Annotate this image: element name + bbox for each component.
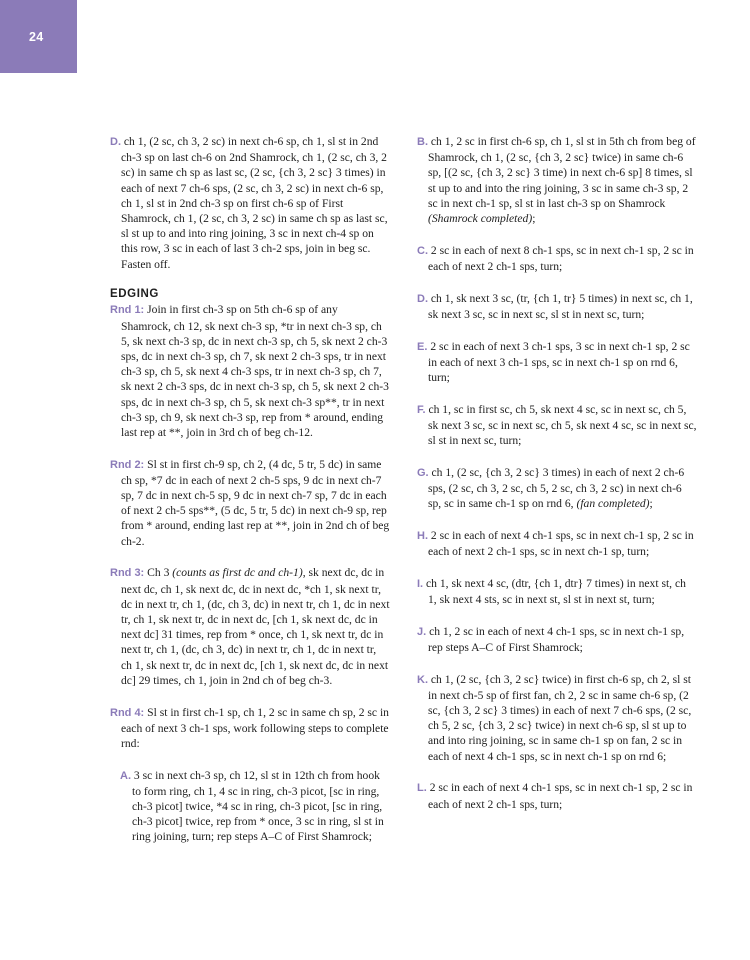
- step-label: K.: [417, 673, 428, 686]
- round-text: Sl st in first ch-1 sp, ch 1, 2 sc in same ch sp, 2 sc in each of next 3 ch-1 sps, work following steps to complete rnd:: [121, 705, 389, 750]
- step-label: I.: [417, 577, 424, 590]
- round-label: Rnd 3:: [110, 567, 145, 580]
- step-text: ch 1, sc in first sc, ch 5, sk next 4 sc, sc in next sc, ch 5, sk next 3 sc, sc in next sc, ch 5, sk next 4 sc, sc in next sc, sl st in next sc, turn;: [428, 402, 697, 448]
- step-text: ch 1, 2 sc in first ch-6 sp, ch 1, sl st in 5th ch from beg of Shamrock, ch 1, (2 sc, {ch 3, 2 sc} twice) in same ch-6 sp, [(2 sc, {ch 3, 2 sc} 3 time) in next ch-6 sp] 8 times, sl st up to and into the ring joining, 3 sc in same ch-3 sp, 2 sc in next ch-1 sp, sl st in last ch-3 sp on Shamrock: [428, 135, 696, 210]
- round-text: Sl st in first ch-9 sp, ch 2, (4 dc, 5 tr, 5 dc) in same ch sp, *7 dc in each of next 2 ch-5 sps, 9 dc in next ch-7 sp, 7 dc in next ch-5 sp, 9 dc in next ch-7 sp, 7 dc in each of next 2 ch-5 sps**, (5 dc, 5 tr, 5 dc) in next ch-9 sp, rep from * around, ending last rep at **, join in 2nd ch of beg ch-2.: [121, 457, 390, 548]
- page-number-tab: [0, 0, 77, 73]
- round-text: Ch 3: [147, 566, 173, 580]
- step-text: ch 1, sk next 4 sc, (dtr, {ch 1, dtr} 7 times) in next st, ch 1, sk next 4 sts, sc in next st, sl st in next st, turn;: [426, 576, 686, 606]
- right-column: [417, 134, 697, 828]
- step-i-paragraph: [417, 576, 697, 607]
- step-j-paragraph: [417, 624, 697, 655]
- round-label: Rnd 4:: [110, 706, 145, 719]
- step-label: F.: [417, 403, 426, 416]
- edging-heading: EDGING: [110, 288, 159, 301]
- step-label: C.: [417, 244, 428, 257]
- step-f-paragraph: [417, 402, 697, 449]
- round-text-cont: , sk next dc, dc in next dc, ch 1, sk next dc, dc in next dc, *ch 1, sk next tr, dc in next tr, ch 1, (dc, ch 3, dc) in next tr, ch 1, dc in next tr, ch 1, sk next tr, dc in next dc, [ch 1, sk next dc, dc in next dc] 31 times, rep from * once, ch 1, sk next tr, dc in next tr, ch 1, (dc, ch 3, dc) in next tr, ch 1, dc in next tr, ch 1, sk next tr, dc in next dc, [ch 1, sk next dc, dc in next dc] 29 times, ch 1, join in 2nd ch of beg ch-3.: [121, 566, 390, 687]
- step-text: 3 sc in next ch-3 sp, ch 12, sl st in 12th ch from hook to form ring, ch 1, 4 sc in ring, ch-3 picot, [sc in ring, ch-3 picot] twice, *4 sc in ring, ch-3 picot, [sc in ring, ch-3 picot] twice, rep from * once, 3 sc in ring, sl st in ring joining, turn; rep steps A–C of First Shamrock;: [132, 768, 384, 844]
- step-text: 2 sc in each of next 4 ch-1 sps, sc in next ch-1 sp, 2 sc in each of next 2 ch-1 sps, sc in next ch-1 sp, turn;: [428, 528, 694, 559]
- step-text: ch 1, 2 sc in each of next 4 ch-1 sps, sc in next ch-1 sp, rep steps A–C of First Shamrock;: [428, 624, 685, 654]
- step-label: G.: [417, 466, 429, 479]
- step-text: ch 1, sk next 3 sc, (tr, {ch 1, tr} 5 times) in next sc, ch 1, sk next 3 sc, sc in next sc, sl st in next sc, turn;: [428, 291, 693, 321]
- step-text: 2 sc in each of next 8 ch-1 sps, sc in next ch-1 sp, 2 sc in each of next 2 ch-1 sps, turn;: [428, 243, 694, 273]
- rnd-4-paragraph: [110, 705, 390, 752]
- step-text-cont: ;: [649, 497, 653, 511]
- step-k-paragraph: [417, 672, 697, 764]
- step-text: ch 1, (2 sc, {ch 3, 2 sc} twice) in first ch-6 sp, ch 2, sl st in next ch-5 sp of first fan, ch 2, 2 sc in same ch-6 sp, (2 sc, {ch 3, 2 sc} 3 times) in each of next 7 ch-6 sps, (2 sc, ch 5, 2 sc, {ch 3, 2 sc} twice) in next ch-6 sp, sl st up to and into ring joining, sc in same ch-1 sp on fan, 2 sc in each of next 4 ch-1 sps, sc in next ch-1 sp on rnd 6;: [428, 672, 692, 763]
- step-label: J.: [417, 625, 427, 638]
- step-label: D.: [417, 292, 428, 305]
- step-d-paragraph: [110, 134, 390, 272]
- rnd-3-paragraph: [110, 565, 390, 688]
- step-c-paragraph: [417, 243, 697, 274]
- step-text: ch 1, (2 sc, ch 3, 2 sc) in next ch-6 sp, ch 1, sl st in 2nd ch-3 sp on last ch-6 on 2nd Shamrock, ch 1, (2 sc, ch 3, 2 sc) in same ch sp as last sc, (2 sc, {ch 3, 2 sc} 3 times) in each of next 7 ch-6 sps, (2 sc, ch 3, 2 sc) in next ch-6 sp, ch 1, sl st in 2nd ch-3 sp on first ch-6 sp of First Shamrock, ch 1, (2 sc, ch 3, 2 sc) in same ch sp as last sc, sl st up to and into ring joining, 3 sc in next ch-4 sp on this row, 3 sc in each of last 3 ch-2 sps, join in beg sc. Fasten off.: [121, 135, 388, 271]
- step-label: L.: [417, 782, 427, 795]
- step-g-paragraph: [417, 465, 697, 512]
- rnd-2-paragraph: [110, 457, 390, 549]
- step-note: (Shamrock completed): [428, 212, 533, 226]
- step-h-paragraph: [417, 528, 697, 559]
- round-label: Rnd 2:: [110, 458, 145, 471]
- step-e-paragraph: [417, 339, 697, 386]
- step-label: B.: [417, 136, 428, 148]
- step-a-paragraph: [120, 768, 390, 845]
- step-label: H.: [417, 529, 428, 542]
- step-b-paragraph: [417, 134, 697, 226]
- step-label: A.: [120, 769, 131, 782]
- step-label: E.: [417, 340, 428, 353]
- round-text: Join in first ch-3 sp on 5th ch-6 sp of any Shamrock, ch 12, sk next ch-3 sp, *tr in next ch-3 sp, ch 5, sk next ch-3 sp, dc in next ch-3 sp, ch 5, sk next 2 ch-3 sps, dc in next ch-3 sp, ch 7, sk next 2 ch-3 sps, tr in next ch-3 sp, ch 5, sk next 4 ch-3 sps, tr in next ch-3 sp, ch 7, sk next 2 ch-3 sps, dc in next ch-3 sp, ch 5, sk next 2 ch-3 sps, dc in next ch-3 sp, ch 5, sk next ch-3 sp**, tr in next ch-3 sp, ch 9, sk next ch-3 sp, rep from * around, ending last rep at **, join in 3rd ch of beg ch-12.: [121, 303, 389, 439]
- left-column: [110, 134, 390, 861]
- step-d-paragraph: [417, 291, 697, 322]
- rnd-1-paragraph: [110, 302, 390, 440]
- step-text: 2 sc in each of next 3 ch-1 sps, 3 sc in next ch-1 sp, 2 sc in each of next 3 ch-1 sps, sc in next ch-1 sp on rnd 6, turn;: [428, 339, 690, 384]
- step-text: 2 sc in each of next 4 ch-1 sps, sc in next ch-1 sp, 2 sc in each of next 2 ch-1 sps, turn;: [428, 781, 693, 811]
- step-l-paragraph: [417, 780, 697, 811]
- step-text: ch 1, (2 sc, {ch 3, 2 sc} 3 times) in each of next 2 ch-6 sps, (2 sc, ch 3, 2 sc, ch 5, 2 sc, ch 3, 2 sc) in next ch-6 sp, sc in same ch-1 sp on rnd 6,: [428, 465, 685, 511]
- step-text-cont: ;: [532, 212, 536, 226]
- page-number: 24: [29, 30, 44, 44]
- step-note: (fan completed): [576, 497, 650, 511]
- round-note: (counts as first dc and ch-1): [172, 566, 303, 580]
- step-label: D.: [110, 136, 121, 148]
- round-label: Rnd 1:: [110, 304, 145, 317]
